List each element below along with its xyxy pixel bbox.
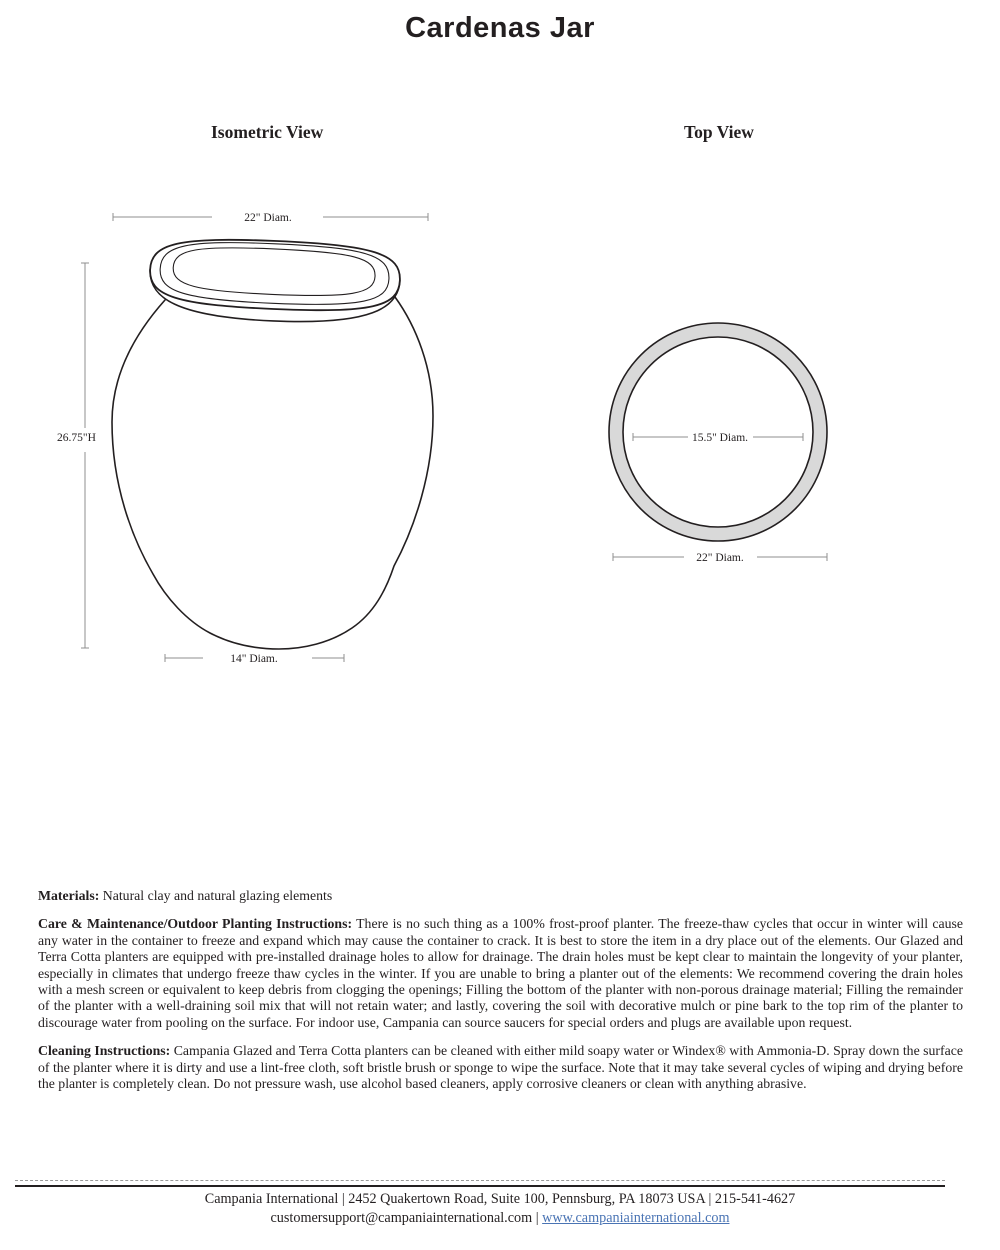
- footer-separator: |: [532, 1209, 543, 1226]
- dim-outer-diameter-label: 22" Diam.: [696, 552, 744, 564]
- footer-email: customersupport@campaniainternational.com: [270, 1209, 533, 1226]
- care-paragraph: [38, 916, 963, 1031]
- view-label-top: Top View: [684, 122, 754, 142]
- cleaning-paragraph: [38, 1043, 963, 1092]
- jar-rim-outer: [149, 236, 402, 315]
- cleaning-label: Cleaning Instructions:: [38, 1043, 171, 1059]
- dim-bottom-diameter: [165, 653, 344, 665]
- dim-outer-diameter: [613, 552, 827, 564]
- dim-height-label: 26.75"H: [57, 432, 96, 444]
- isometric-view-drawing: [40, 200, 460, 680]
- page-title: Cardenas Jar: [405, 12, 595, 44]
- dim-bottom-diameter-label: 14" Diam.: [230, 653, 278, 665]
- care-text: There is no such thing as a 100% frost-proof planter. The freeze-thaw cycles that occur in winter will cause any water in the container to freeze and expand which may cause the container to crack. It is best to store the item in a dry place out of the elements. Our Glazed and Terra Cotta planters are equipped with pre-installed drainage holes to allow for drainage. The drain holes must be kept clear to maintain the longevity of your planter, especially in climates that undergo freeze thaw cycles in the winter. If you are unable to bring a planter out of the elements: We recommend covering the drain holes with a mesh screen or equivalent to keep debris from clogging the openings; Filling the bottom of the planter with non-porous drainage material; Filling the remainder of the planter with a well-draining soil mix that will not retain water; and lastly, covering the soil with decorative mulch or pine bark to the top rim of the planter to discourage water from pooling on the surface. For indoor use, Campania can source saucers for special orders and plugs are available upon request.: [38, 916, 963, 1030]
- dim-top-diameter: [113, 212, 428, 224]
- dim-top-diameter-label: 22" Diam.: [244, 212, 292, 224]
- cleaning-text: Campania Glazed and Terra Cotta planters can be cleaned with either mild soapy water or Windex® with Ammonia-D. Spray down the surface of the planter where it is dirty and use a lint-free cloth, soft bristle brush or sponge to wipe the surface. Note that it may take several cycles of wiping and drying before the planter is completely clean. Do not pressure wash, use alcohol based cleaners, apply corrosive cleaners or clean with anything abrasive.: [38, 1043, 963, 1092]
- dim-height: [57, 263, 96, 648]
- footer-divider-dashed: [15, 1180, 945, 1181]
- materials-label: Materials:: [38, 888, 100, 903]
- footer-address-line: Campania International | 2452 Quakertown Road, Suite 100, Pennsburg, PA 18073 USA | 215-541-4627: [204, 1191, 796, 1207]
- footer-text: [0, 1190, 1000, 1227]
- dim-inner-diameter-label: 15.5" Diam.: [691, 432, 749, 444]
- jar-rim: [148, 236, 401, 327]
- specs-section: [38, 888, 963, 1104]
- footer-contact-line: [0, 1209, 1000, 1228]
- materials-paragraph: [38, 888, 963, 904]
- footer-website-link[interactable]: www.campaniainternational.com: [542, 1209, 730, 1226]
- top-view-drawing: [590, 300, 860, 580]
- view-label-isometric: Isometric View: [211, 122, 324, 142]
- materials-text: Natural clay and natural glazing elements: [99, 888, 333, 903]
- jar-body-outline: [112, 297, 433, 649]
- footer-divider: [15, 1185, 945, 1187]
- care-label: Care & Maintenance/Outdoor Planting Instructions:: [38, 916, 353, 932]
